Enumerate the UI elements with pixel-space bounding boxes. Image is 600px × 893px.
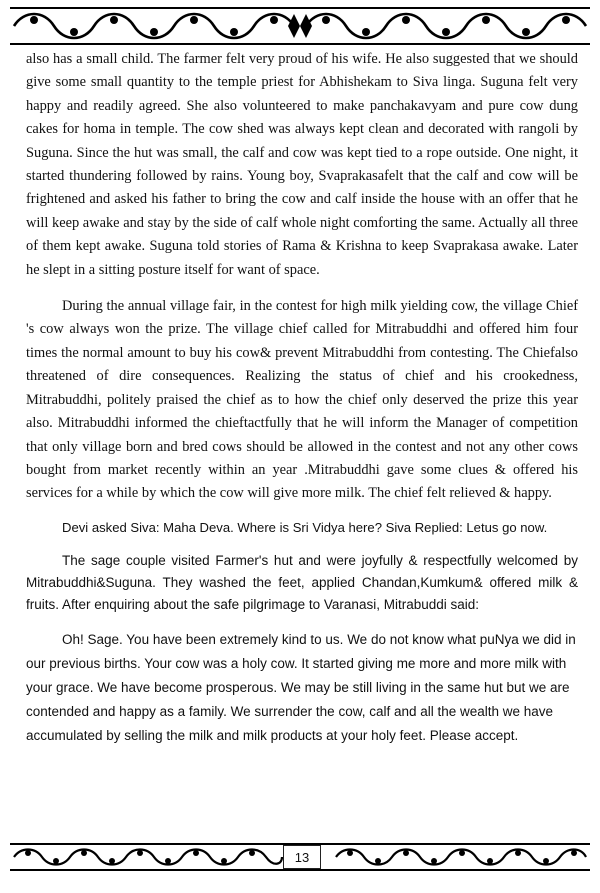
- paragraph-farmer-story: also has a small child. The farmer felt very proud of his wife. He also suggested that we should give some small quantity to the temple priest for Abhishekam to Siva linga. Suguna felt very happy and readily agreed. She also volunteered to make panchakavyam and pure cow dung cakes for homa in temple. The cow shed was always kept clean and decorated with rangoli by Suguna. Since the hut was small, the calf and cow was kept tied to a rope outside. One night, it started thundering followed by rains. Young boy, Svaprakasafelt that the calf and cow will be frightened and asked his father to bring the cow and calf inside the house with an offer that he will keep awake and stay by the side of calf whole night comforting the same. Actually all three of them kept awake. Suguna told stories of Rama & Krishna to keep Svaprakasa awake. Later he slept in a sitting posture itself for want of space.: [26, 51, 578, 278]
- paragraph-devi-siva-dialogue: Devi asked Siva: Maha Deva. Where is Sri Vidya here? Siva Replied: Letus go now.: [62, 519, 548, 535]
- page-number-text: 13: [294, 849, 310, 865]
- paragraph-sage-visit: The sage couple visited Farmer's hut and were joyfully & respectfully welcomed by Mitrabuddhi&Suguna. They washed the feet, applied Chandan,Kumkum& offered milk & fruits. After enquiring about the safe pilgrimage to Varanasi, Mitrabuddi said:: [26, 552, 578, 612]
- page-number: [283, 845, 321, 869]
- paragraph-mitrabuddhi-speech: Oh! Sage. You have been extremely kind to us. We do not know what puNya we did in our previous births. Your cow was a holy cow. It started giving me more and more milk with your grace. We have become prosperous. We may be still living in the same hut but we are contended and happy as a family. We surrender the cow, calf and all the wealth we have accumulated by selling the milk and milk products at your holy feet. Please accept.: [26, 631, 576, 743]
- top-ornamental-border: [10, 6, 590, 46]
- paragraph-village-fair: During the annual village fair, in the contest for high milk yielding cow, the village Chief 's cow always won the prize. The village chief called for Mitrabuddhi and offered him four times the normal amount to buy his cow& prevent Mitrabuddhi from contesting. The Chiefalso threatened of dire consequences. Realizing the status of chief and his crookedness, Mitrabuddhi, politely praised the chief as to how the chief only deserved the prize this year also. Mitrabuddhi informed the chieftactfully that he will inform the Manager of competition that only village born and bred cows should be allowed in the contest and not any other cows bought from market recently within an year .Mitrabuddhi gave some clues & offered his services for a while by which the cow will give more milk. The chief felt relieved & happy.: [26, 298, 578, 502]
- page-body: [26, 48, 578, 748]
